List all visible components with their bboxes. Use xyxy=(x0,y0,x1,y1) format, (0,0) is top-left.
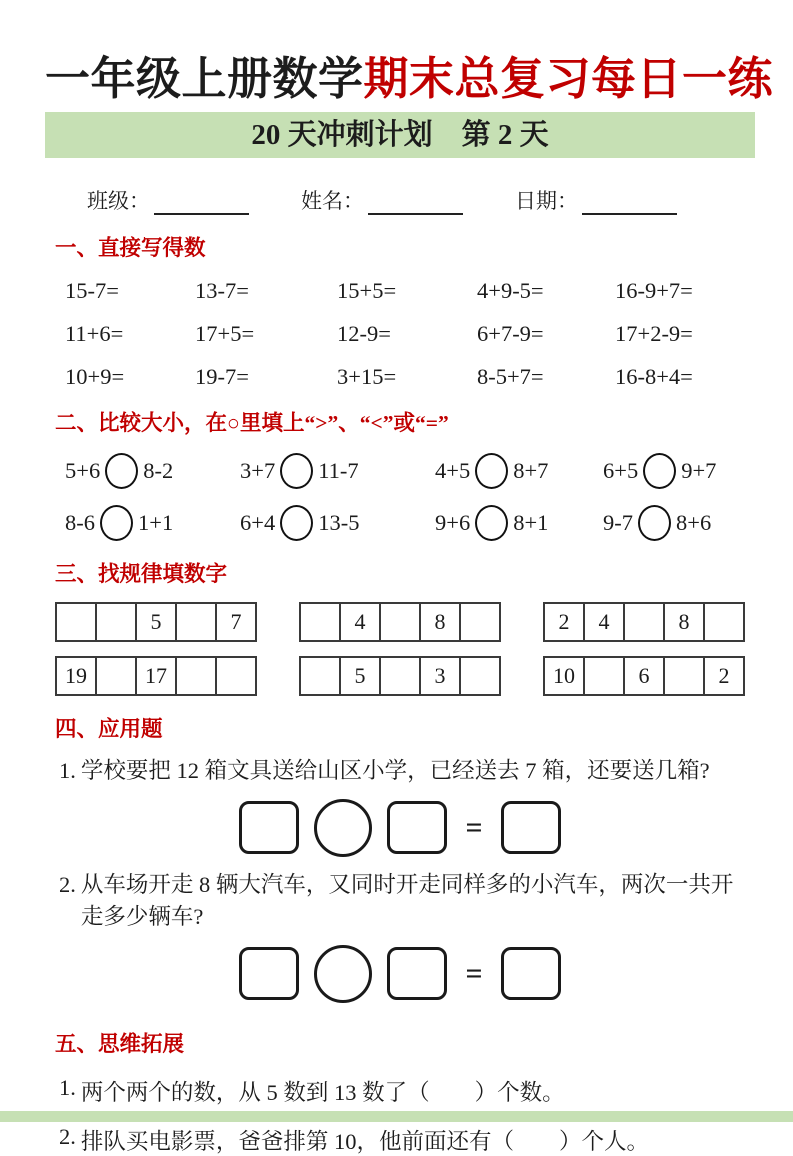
student-info-line xyxy=(87,185,755,215)
pattern-cell: 3 xyxy=(421,658,461,694)
pattern-cell xyxy=(217,658,255,694)
section2-title: 二、比较大小，在○里填上“>”、“<”或“=” xyxy=(55,411,449,435)
arith-problem: 8-5+7= xyxy=(477,364,544,389)
comparison-circle xyxy=(280,453,313,489)
right-expression: 8+7 xyxy=(513,458,549,483)
arith-problem: 13-7= xyxy=(195,278,249,303)
section1-title: 一、直接写得数 xyxy=(55,236,206,260)
arithmetic-grid xyxy=(65,278,755,390)
pattern-table xyxy=(543,602,745,642)
word-problem-2 xyxy=(59,869,755,934)
comparison-circle xyxy=(475,453,508,489)
arith-problem: 15+5= xyxy=(337,278,397,303)
bottom-green-strip xyxy=(0,1111,793,1122)
comparison-item xyxy=(240,453,435,489)
pattern-cell xyxy=(381,604,421,640)
result-box xyxy=(501,801,561,854)
comparison-item xyxy=(65,453,240,489)
pattern-cell: 7 xyxy=(230,609,242,634)
left-expression: 6+4 xyxy=(240,510,276,535)
pattern-table xyxy=(55,602,257,642)
comparison-item xyxy=(435,505,603,541)
pattern-cell xyxy=(461,658,499,694)
pattern-cell xyxy=(57,604,97,640)
pattern-cell xyxy=(665,658,705,694)
date-field xyxy=(515,185,677,215)
left-expression: 8-6 xyxy=(65,510,95,535)
comparison-circle xyxy=(105,453,138,489)
answer-box xyxy=(239,801,299,854)
pattern-cell xyxy=(461,604,499,640)
equation-shapes-row-2 xyxy=(45,945,755,1003)
pattern-cell xyxy=(97,658,137,694)
pattern-tables-row2 xyxy=(55,656,755,696)
pattern-cell: 5 xyxy=(137,604,177,640)
operator-circle xyxy=(314,945,372,1003)
name-field xyxy=(301,185,463,215)
arith-problem: 12-9= xyxy=(337,321,391,346)
left-expression: 6+5 xyxy=(603,458,639,483)
problem-number: 2. xyxy=(59,1123,76,1149)
pattern-cell: 4 xyxy=(341,604,381,640)
problem-number: 1. xyxy=(59,758,76,783)
comparison-item xyxy=(603,453,755,489)
name-blank xyxy=(368,193,463,215)
left-expression: 9+6 xyxy=(435,510,471,535)
equals-sign: = xyxy=(465,956,483,990)
comparison-circle xyxy=(643,453,676,489)
answer-box xyxy=(387,947,447,1000)
class-blank xyxy=(154,193,249,215)
right-expression: 8+1 xyxy=(513,510,549,535)
right-expression: 9+7 xyxy=(681,458,717,483)
problem-number: 2. xyxy=(59,871,76,897)
pattern-cell: 19 xyxy=(57,658,97,694)
left-expression: 5+6 xyxy=(65,458,101,483)
arith-problem: 16-8+4= xyxy=(615,364,693,389)
arith-problem: 3+15= xyxy=(337,364,397,389)
pattern-table xyxy=(543,656,745,696)
comparison-grid xyxy=(65,453,755,541)
right-expression: 8-2 xyxy=(143,458,174,483)
answer-box xyxy=(239,947,299,1000)
pattern-table xyxy=(299,656,501,696)
class-label: 班级： xyxy=(87,189,150,213)
page-title-red: 期末总复习每日一练 xyxy=(363,54,774,104)
left-expression: 3+7 xyxy=(240,458,276,483)
result-box xyxy=(501,947,561,1000)
arith-problem: 19-7= xyxy=(195,364,249,389)
pattern-table xyxy=(55,656,257,696)
page-title-black: 一年级上册数学 xyxy=(45,54,364,104)
arith-problem: 17+5= xyxy=(195,321,255,346)
pattern-cell xyxy=(301,604,341,640)
section3-title: 三、找规律填数字 xyxy=(55,562,228,586)
pattern-cell: 6 xyxy=(625,658,665,694)
pattern-cell xyxy=(301,658,341,694)
date-label: 日期： xyxy=(515,189,578,213)
operator-circle xyxy=(314,799,372,857)
pattern-cell xyxy=(705,604,743,640)
comparison-circle xyxy=(475,505,508,541)
arith-problem: 15-7= xyxy=(65,278,119,303)
pattern-cell: 4 xyxy=(585,604,625,640)
section5-title: 五、思维拓展 xyxy=(55,1031,185,1056)
right-expression: 8+6 xyxy=(676,510,712,535)
answer-box xyxy=(387,801,447,854)
pattern-cell: 2 xyxy=(545,604,585,640)
pattern-cell: 8 xyxy=(421,604,461,640)
comparison-circle xyxy=(100,505,133,541)
problem-text: 从车场开走 8 辆大汽车，又同时开走同样多的小汽车，两次一共开走多少辆车? xyxy=(80,871,734,930)
plan-banner: 20 天冲刺计划 第 2 天 xyxy=(45,112,755,158)
pattern-cell xyxy=(177,658,217,694)
pattern-cell xyxy=(585,658,625,694)
class-field xyxy=(87,185,249,215)
thinking-problem-1 xyxy=(59,1075,755,1107)
date-blank xyxy=(582,193,677,215)
comparison-item xyxy=(603,505,755,541)
arith-problem: 6+7-9= xyxy=(477,321,544,346)
arith-problem: 4+9-5= xyxy=(477,278,544,303)
comparison-item xyxy=(65,505,240,541)
comparison-circle xyxy=(280,505,313,541)
problem-text: 排队买电影票，爸爸排第 10，他前面还有（ ）个人。 xyxy=(80,1128,650,1154)
left-expression: 9-7 xyxy=(603,510,633,535)
word-problem-1 xyxy=(59,755,755,788)
thinking-problem-2 xyxy=(59,1124,755,1156)
pattern-cell xyxy=(97,604,137,640)
pattern-cell: 5 xyxy=(341,658,381,694)
pattern-table xyxy=(299,602,501,642)
pattern-cell xyxy=(625,604,665,640)
pattern-tables-row1 xyxy=(55,602,755,642)
comparison-item xyxy=(435,453,603,489)
problem-text: 学校要把 12 箱文具送给山区小学，已经送去 7 箱，还要送几箱? xyxy=(80,758,710,783)
left-expression: 4+5 xyxy=(435,458,471,483)
right-expression: 11-7 xyxy=(318,458,359,483)
comparison-item xyxy=(240,505,435,541)
right-expression: 1+1 xyxy=(138,510,174,535)
pattern-cell: 10 xyxy=(545,658,585,694)
comparison-circle xyxy=(638,505,671,541)
arith-problem: 16-9+7= xyxy=(615,278,693,303)
problem-number: 1. xyxy=(59,1074,76,1100)
arith-problem: 10+9= xyxy=(65,364,125,389)
pattern-cell xyxy=(177,604,217,640)
arith-problem: 17+2-9= xyxy=(615,321,693,346)
problem-text: 两个两个的数，从 5 数到 13 数了（ ）个数。 xyxy=(80,1079,565,1105)
pattern-cell: 2 xyxy=(718,663,730,688)
section4-title: 四、应用题 xyxy=(55,717,163,741)
right-expression: 13-5 xyxy=(318,510,360,535)
pattern-cell xyxy=(381,658,421,694)
equals-sign: = xyxy=(465,810,483,844)
arith-problem: 11+6= xyxy=(65,321,124,346)
pattern-cell: 8 xyxy=(665,604,705,640)
name-label: 姓名： xyxy=(301,189,364,213)
page-title xyxy=(45,42,774,107)
equation-shapes-row-1 xyxy=(45,799,755,857)
pattern-cell: 17 xyxy=(137,658,177,694)
